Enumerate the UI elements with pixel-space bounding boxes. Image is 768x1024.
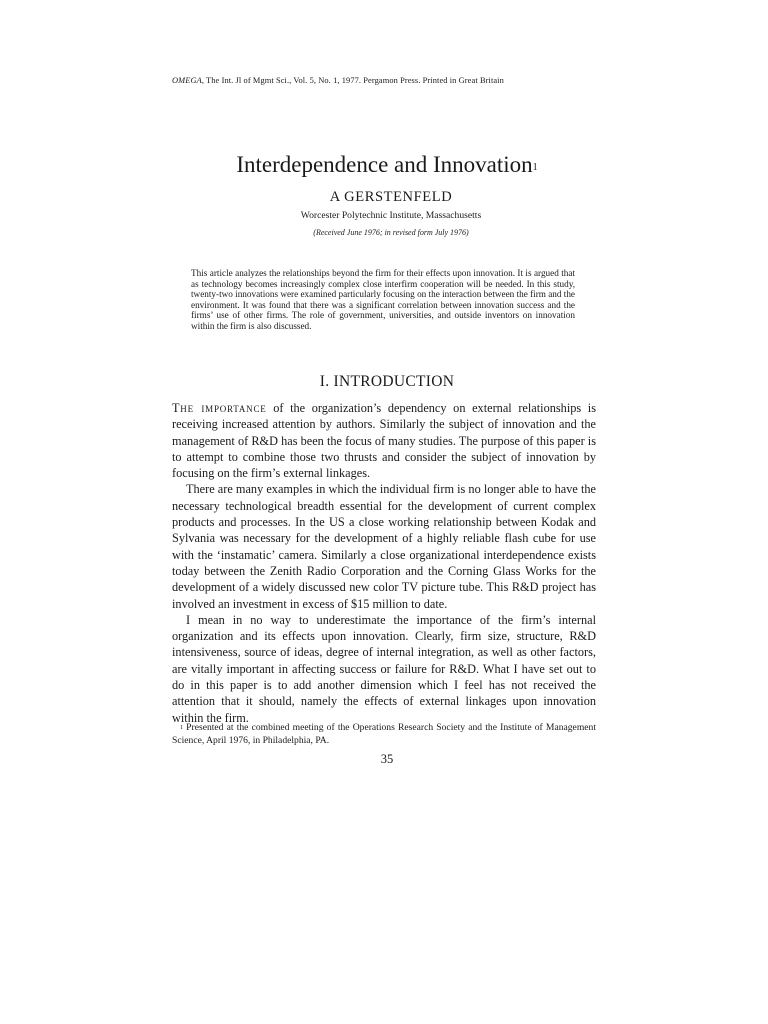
title-text: Interdependence and Innovation	[236, 152, 533, 177]
section-heading: I. INTRODUCTION	[319, 373, 455, 390]
abstract: This article analyzes the relationships beyond the firm for their effects upon innovation. It is argued that as technology becomes increasingly complex close interfirm cooperation will be needed. In this study, twenty-two innovations were examined particularly focusing on the interaction between the firm and the environment. It was found that there was a significant correlation between innovation success and the firms’ use of other firms. The role of government, universities, and outside inventors on innovation within the firm is also discussed.	[191, 268, 575, 331]
received-dates: (Received June 1976; in revised form July 1976)	[313, 228, 469, 237]
footnote-marker: 1	[180, 725, 183, 731]
author-affiliation: Worcester Polytechnic Institute, Massachusetts	[300, 210, 482, 221]
journal-name: OMEGA	[172, 76, 202, 85]
title-footnote-marker: 1	[532, 162, 538, 173]
running-header	[172, 76, 504, 85]
article-title	[0, 150, 768, 180]
footnote-text: Presented at the combined meeting of the Operations Research Society and the Institute of Management Science, April 1976, in Philadelphia, PA.	[172, 722, 596, 746]
page-number: 35	[380, 752, 394, 766]
citation-details: , The Int. Jl of Mgmt Sci., Vol. 5, No. 1, 1977. Pergamon Press. Printed in Great Britain	[201, 76, 504, 85]
author-name: A GERSTENFELD	[329, 189, 453, 205]
paragraph-1	[172, 400, 596, 481]
footnote	[172, 722, 596, 747]
paragraph-1-text: of the organization’s dependency on external relationships is receiving increased attention by authors. Similarly the subject of innovation and the management of R&D has been the focus of many studies. The purpose of this paper is to attempt to combine those two thrusts and consider the subject of innovation by focusing on the firm’s external linkages.	[172, 401, 596, 481]
paragraph-3: I mean in no way to underestimate the importance of the firm’s internal organization and its effects upon innovation. Clearly, firm size, structure, R&D intensiveness, source of ideas, degree of internal integration, as well as other factors, are vitally important in affecting success or failure for R&D. What I have set out to do in this paper is to add another dimension which I feel has not received the attention that it should, namely the effects of external linkages upon innovation within the firm.	[172, 612, 596, 725]
body-text	[172, 400, 596, 726]
lead-in-smallcaps: The importance	[172, 401, 267, 415]
paragraph-2: There are many examples in which the individual firm is no longer able to have the necessary technological breadth essential for the development of current complex products and processes. In the US a close working relationship between Kodak and Sylvania was necessary for the development of a highly reliable flash cube for use with the ‘instamatic’ camera. Similarly a close organizational interdependence exists today between the Zenith Radio Corporation and the Corning Glass Works for the development of a widely discussed new color TV picture tube. This R&D project has involved an investment in excess of $15 million to date.	[172, 482, 596, 611]
